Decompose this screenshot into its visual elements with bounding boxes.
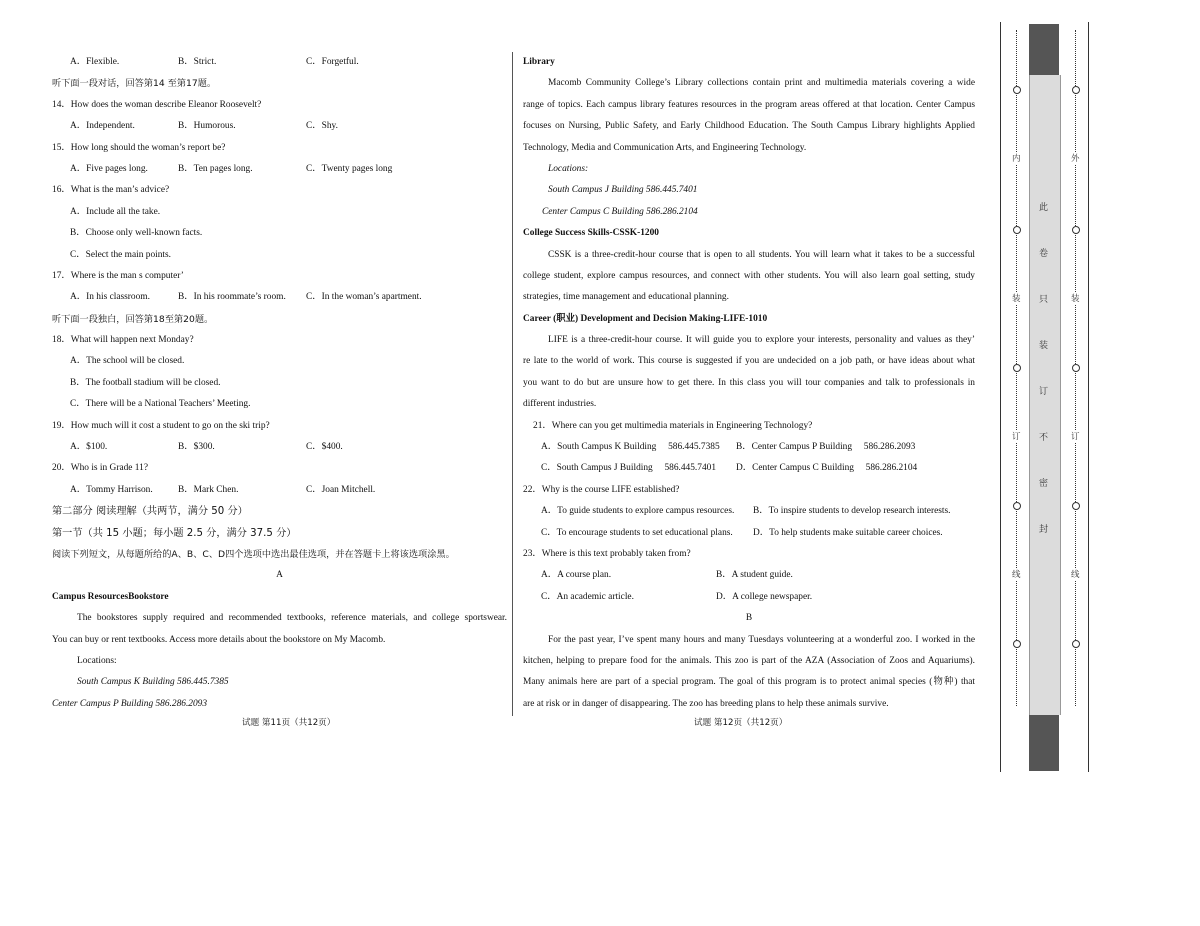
outer-label-char: 订 bbox=[1071, 432, 1080, 442]
option-b: B．To inspire students to develop research interests. bbox=[753, 506, 951, 517]
q17-options bbox=[52, 287, 507, 308]
binding-outer-line-left bbox=[1000, 22, 1001, 772]
bookstore-text-line-2: You can buy or rent textbooks. Access more details about the bookstore on My Macomb. bbox=[52, 634, 386, 645]
option-d: D．Center Campus C Building 586.286.2104 bbox=[736, 463, 918, 474]
bookstore-heading: Campus ResourcesBookstore bbox=[52, 591, 169, 602]
band-label-char: 此 bbox=[1039, 203, 1049, 213]
option-c: C．Twenty pages long bbox=[306, 163, 393, 174]
outer-label-char: 外 bbox=[1071, 154, 1080, 164]
binding-hole-icon bbox=[1072, 226, 1080, 234]
library-text-line-4: Technology, Media and Communication Arts, and Engineering Technology. bbox=[523, 142, 807, 153]
option-a: A．Tommy Harrison. bbox=[70, 484, 153, 495]
binding-hole-icon bbox=[1013, 226, 1021, 234]
option-c: C．In the woman’s apartment. bbox=[306, 292, 422, 303]
option-d: D．To help students make suitable career choices. bbox=[753, 527, 943, 538]
binding-outer-line-right bbox=[1088, 22, 1089, 772]
section-one-heading: 第一节（共 15 小题；每小题 2.5 分，满分 37.5 分） bbox=[52, 527, 297, 539]
q18-option-a: A．The school will be closed. bbox=[70, 356, 185, 367]
monologue-instruction: 听下面一段独白，回答第18至第20题。 bbox=[52, 313, 214, 325]
binding-hole-icon bbox=[1013, 364, 1021, 372]
binding-hole-icon bbox=[1013, 86, 1021, 94]
binding-hole-icon bbox=[1013, 502, 1021, 510]
question-20: 20．Who is in Grade 11? bbox=[52, 463, 148, 474]
band-label-char: 只 bbox=[1039, 295, 1049, 305]
binding-dark-block-bottom bbox=[1029, 715, 1059, 771]
reading-instruction: 阅读下列短文，从每题所给的A、B、C、D四个选项中选出最佳选项，并在答题卡上将该选项涂黑。 bbox=[52, 548, 455, 560]
option-a: A．$100. bbox=[70, 442, 108, 453]
option-c: C．South Campus J Building 586.445.7401 bbox=[541, 463, 717, 474]
option-a: A．South Campus K Building 586.445.7385 bbox=[541, 442, 720, 453]
binding-hole-icon bbox=[1072, 640, 1080, 648]
band-label-char: 密 bbox=[1039, 479, 1049, 489]
inner-label-char: 订 bbox=[1012, 432, 1021, 442]
band-label-char: 卷 bbox=[1039, 249, 1049, 259]
dialog-instruction: 听下面一段对话，回答第14 至第17题。 bbox=[52, 78, 217, 90]
question-14: 14．How does the woman describe Eleanor Roosevelt? bbox=[52, 99, 262, 110]
option-a: A．In his classroom. bbox=[70, 292, 150, 303]
q14-options bbox=[52, 116, 507, 137]
life-text-line-4: different industries. bbox=[523, 399, 597, 410]
passage-a-label: A bbox=[276, 570, 283, 581]
option-c: C．An academic article. bbox=[541, 591, 634, 602]
option-c: C．Joan Mitchell. bbox=[306, 484, 376, 495]
bookstore-text-line-1: The bookstores supply required and recommended textbooks, reference materials, and college sportswear. bbox=[77, 613, 507, 624]
q16-option-c: C．Select the main points. bbox=[70, 249, 172, 260]
option-a: A．A course plan. bbox=[541, 570, 612, 581]
option-b: B．Humorous. bbox=[178, 121, 236, 132]
option-b: B．Center Campus P Building 586.286.2093 bbox=[736, 442, 916, 453]
q13-options bbox=[52, 52, 507, 73]
cssk-text-line-1: CSSK is a three-credit-hour course that is open to all students. You will learn what it takes to be a successful bbox=[548, 249, 975, 260]
q22-options-cd bbox=[523, 523, 975, 544]
binding-hole-icon bbox=[1072, 502, 1080, 510]
inner-label-char: 内 bbox=[1012, 154, 1021, 164]
option-a: A．To guide students to explore campus resources. bbox=[541, 506, 735, 517]
q22-options-ab bbox=[523, 501, 975, 522]
q18-option-b: B．The football stadium will be closed. bbox=[70, 377, 221, 388]
bookstore-location-1: South Campus K Building 586.445.7385 bbox=[77, 677, 229, 688]
binding-hole-icon bbox=[1013, 640, 1021, 648]
q23-options-cd bbox=[523, 587, 975, 608]
column-divider bbox=[512, 52, 513, 716]
option-c: C．Shy. bbox=[306, 121, 338, 132]
life-text-line-3: you want to do but are unsure how to get there. In this class you will tour companies and talk to professionals in bbox=[523, 377, 975, 388]
page-footer-right: 试题 第12页（共12页） bbox=[694, 718, 788, 728]
inner-label-char: 线 bbox=[1012, 570, 1021, 580]
passage-b-label: B bbox=[745, 613, 753, 624]
q18-option-c: C．There will be a National Teachers’ Meeting. bbox=[70, 399, 251, 410]
zoo-text-line-3: Many animals here are part of a special program. The goal of this program is to protect animal species (物种) that bbox=[523, 677, 975, 688]
question-19: 19．How much will it cost a student to go on the ski trip? bbox=[52, 420, 270, 431]
outer-label-char: 线 bbox=[1071, 570, 1080, 580]
option-b: B．Strict. bbox=[178, 57, 217, 67]
bookstore-location-2: Center Campus P Building 586.286.2093 bbox=[52, 698, 208, 709]
right-column bbox=[523, 52, 975, 715]
option-c: C．$400. bbox=[306, 442, 343, 453]
q15-options bbox=[52, 159, 507, 180]
zoo-text-line-4: are at risk or in danger of disappearing. The zoo has breeding plans to help these animals survive. bbox=[523, 698, 889, 709]
option-d: D．A college newspaper. bbox=[716, 591, 813, 602]
page-footer-left: 试题 第11页（共12页） bbox=[242, 718, 336, 728]
question-21: 21．Where can you get multimedia materials in Engineering Technology? bbox=[533, 420, 813, 431]
option-b: B．A student guide. bbox=[716, 570, 793, 581]
option-c: C．Forgetful. bbox=[306, 57, 359, 67]
option-a: A．Flexible. bbox=[70, 57, 120, 67]
library-text-line-3: focuses on Nursing, Public Safety, and Early Childhood Education. The South Campus Library highlights Applied bbox=[523, 121, 975, 132]
library-text-line-2: range of topics. Each campus library features resources in the program areas offered at that location. Center Campus bbox=[523, 99, 975, 110]
q21-options-cd bbox=[523, 458, 975, 479]
cssk-text-line-3: strategies, time management and educational planning. bbox=[523, 292, 729, 303]
option-c: C．To encourage students to set educational plans. bbox=[541, 527, 733, 538]
q16-option-a: A．Include all the take. bbox=[70, 206, 161, 217]
life-text-line-2: re late to the world of work. This course is suggested if you are undecided on a job path, or have ideas about what bbox=[523, 356, 975, 367]
q20-options bbox=[52, 480, 507, 501]
band-label-char: 订 bbox=[1039, 387, 1049, 397]
band-label-char: 不 bbox=[1039, 433, 1049, 443]
question-15: 15．How long should the woman’s report be? bbox=[52, 142, 226, 153]
option-b: B．In his roommate’s room. bbox=[178, 292, 286, 303]
option-a: A．Five pages long. bbox=[70, 163, 148, 174]
outer-label-char: 装 bbox=[1071, 294, 1080, 304]
q19-options bbox=[52, 437, 507, 458]
library-location-2: Center Campus C Building 586.286.2104 bbox=[542, 206, 698, 217]
band-label-char: 封 bbox=[1039, 525, 1049, 535]
zoo-text-line-2: kitchen, helping to prepare food for the animals. This zoo is part of the AZA (Association of Zoos and Aquariums). bbox=[523, 655, 975, 666]
inner-label-char: 装 bbox=[1012, 294, 1021, 304]
library-text-line-1: Macomb Community College’s Library collections contain print and multimedia materials covering a wide bbox=[548, 78, 975, 89]
bookstore-locations-label: Locations: bbox=[77, 655, 117, 666]
cssk-text-line-2: college student, explore campus resources, and connect with other students. You will also learn goal setting, study bbox=[523, 270, 975, 281]
life-text-line-1: LIFE is a three-credit-hour course. It will guide you to explore your interests, personality and values as they’ bbox=[548, 335, 975, 346]
option-b: B．$300. bbox=[178, 442, 215, 453]
q16-option-b: B．Choose only well-known facts. bbox=[70, 228, 203, 239]
q23-options-ab bbox=[523, 565, 975, 586]
left-column bbox=[52, 52, 507, 715]
question-16: 16．What is the man’s advice? bbox=[52, 185, 170, 196]
question-23: 23．Where is this text probably taken from? bbox=[523, 548, 691, 559]
life-heading: Career (职业) Development and Decision Making-LIFE-1010 bbox=[523, 313, 768, 324]
q21-options-ab bbox=[523, 437, 975, 458]
library-location-1: South Campus J Building 586.445.7401 bbox=[548, 185, 698, 196]
cssk-heading: College Success Skills-CSSK-1200 bbox=[523, 228, 659, 239]
binding-dark-block-top bbox=[1029, 24, 1059, 75]
band-label-char: 装 bbox=[1039, 341, 1049, 351]
library-heading: Library bbox=[523, 57, 555, 67]
binding-hole-icon bbox=[1072, 364, 1080, 372]
option-b: B．Mark Chen. bbox=[178, 484, 239, 495]
option-a: A．Independent. bbox=[70, 121, 135, 132]
question-22: 22．Why is the course LIFE established? bbox=[523, 484, 680, 495]
question-18: 18．What will happen next Monday? bbox=[52, 335, 194, 346]
zoo-text-line-1: For the past year, I’ve spent many hours and many Tuesdays volunteering at a wonderful zoo. I worked in the bbox=[548, 634, 975, 645]
question-17: 17．Where is the man s computer’ bbox=[52, 270, 184, 281]
option-b: B．Ten pages long. bbox=[178, 163, 253, 174]
part-two-heading: 第二部分 阅读理解（共两节，满分 50 分） bbox=[52, 506, 248, 518]
binding-hole-icon bbox=[1072, 86, 1080, 94]
library-locations-label: Locations: bbox=[548, 163, 589, 174]
